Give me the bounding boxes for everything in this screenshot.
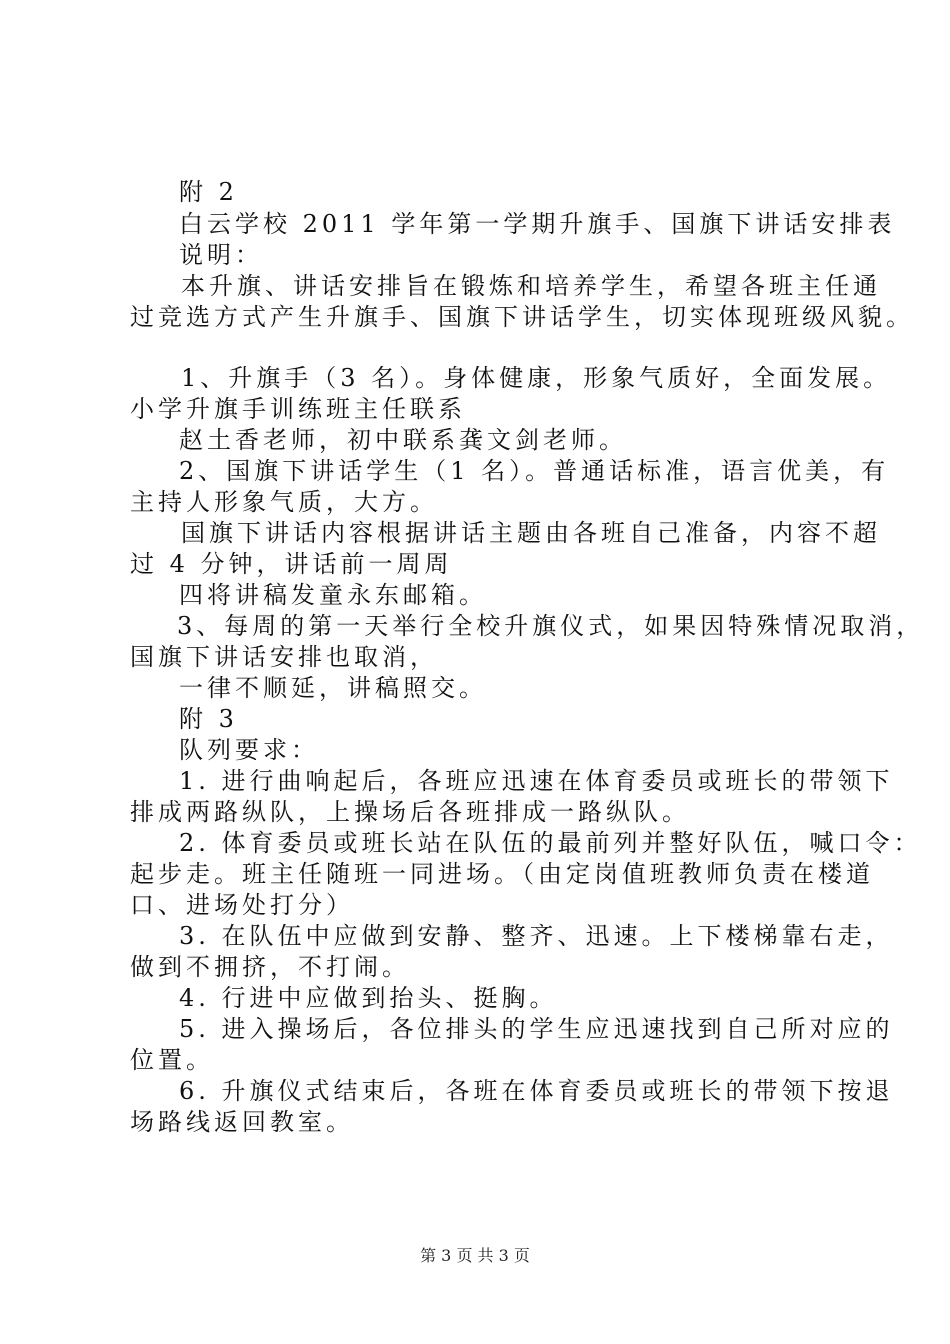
appendix-3-heading: 附 3 (179, 705, 238, 733)
requirement-1-line-2: 排成两路纵队，上操场后各班排成一路纵队。 (130, 798, 690, 826)
requirement-2-line-1: 2. 体育委员或班长站在队伍的最前列并整好队伍，喊口令： (179, 829, 922, 857)
speech-content-line-1: 国旗下讲话内容根据讲话主题由各班自己准备，内容不超 (181, 519, 881, 547)
appendix-2-heading: 附 2 (179, 178, 238, 206)
item-3-line-1: 3、每周的第一天举行全校升旗仪式，如果因特殊情况取消， (177, 612, 925, 640)
formation-requirements-heading: 队列要求： (179, 736, 319, 764)
item-2-line-1: 2、国旗下讲话学生（1 名）。普通话标准，语言优美，有 (179, 457, 890, 485)
requirement-5-line-1: 5. 进入操场后，各位排头的学生应迅速找到自己所对应的 (179, 1015, 894, 1043)
requirement-6-line-1: 6. 升旗仪式结束后，各班在体育委员或班长的带领下按退 (179, 1077, 894, 1105)
explanation-heading: 说明： (179, 241, 263, 269)
requirement-3-line-2: 做到不拥挤，不打闹。 (130, 953, 410, 981)
intro-paragraph-line-1: 本升旗、讲话安排旨在锻炼和培养学生，希望各班主任通 (181, 272, 881, 300)
requirement-1-line-1: 1. 进行曲响起后，各班应迅速在体育委员或班长的带领下 (179, 767, 894, 795)
schedule-title: 白云学校 2011 学年第一学期升旗手、国旗下讲话安排表 (179, 210, 896, 238)
intro-paragraph-line-2: 过竞选方式产生升旗手、国旗下讲话学生，切实体现班级风貌。 (130, 303, 914, 331)
requirement-6-line-2: 场路线返回教室。 (130, 1108, 354, 1136)
speech-content-line-3: 四将讲稿发童永东邮箱。 (179, 581, 487, 609)
requirement-5-line-2: 位置。 (130, 1046, 214, 1074)
requirement-4-line-1: 4. 行进中应做到抬头、挺胸。 (179, 984, 558, 1012)
item-3-line-3: 一律不顺延，讲稿照交。 (179, 674, 487, 702)
requirement-2-line-2: 起步走。班主任随班一同进场。（由定岗值班教师负责在楼道 (130, 860, 874, 888)
item-3-line-2: 国旗下讲话安排也取消， (130, 643, 438, 671)
speech-content-line-2: 过 4 分钟，讲话前一周周 (130, 550, 453, 578)
item-2-line-2: 主持人形象气质，大方。 (130, 488, 438, 516)
requirement-2-line-3: 口、进场处打分） (130, 891, 354, 919)
page-number-footer: 第 3 页 共 3 页 (420, 1246, 530, 1265)
requirement-3-line-1: 3. 在队伍中应做到安静、整齐、迅速。上下楼梯靠右走， (179, 922, 894, 950)
item-1-line-3: 赵土香老师，初中联系龚文剑老师。 (179, 426, 627, 454)
item-1-line-2: 小学升旗手训练班主任联系 (130, 395, 466, 423)
item-1-line-1: 1、升旗手（3 名）。身体健康，形象气质好，全面发展。 (181, 364, 892, 392)
